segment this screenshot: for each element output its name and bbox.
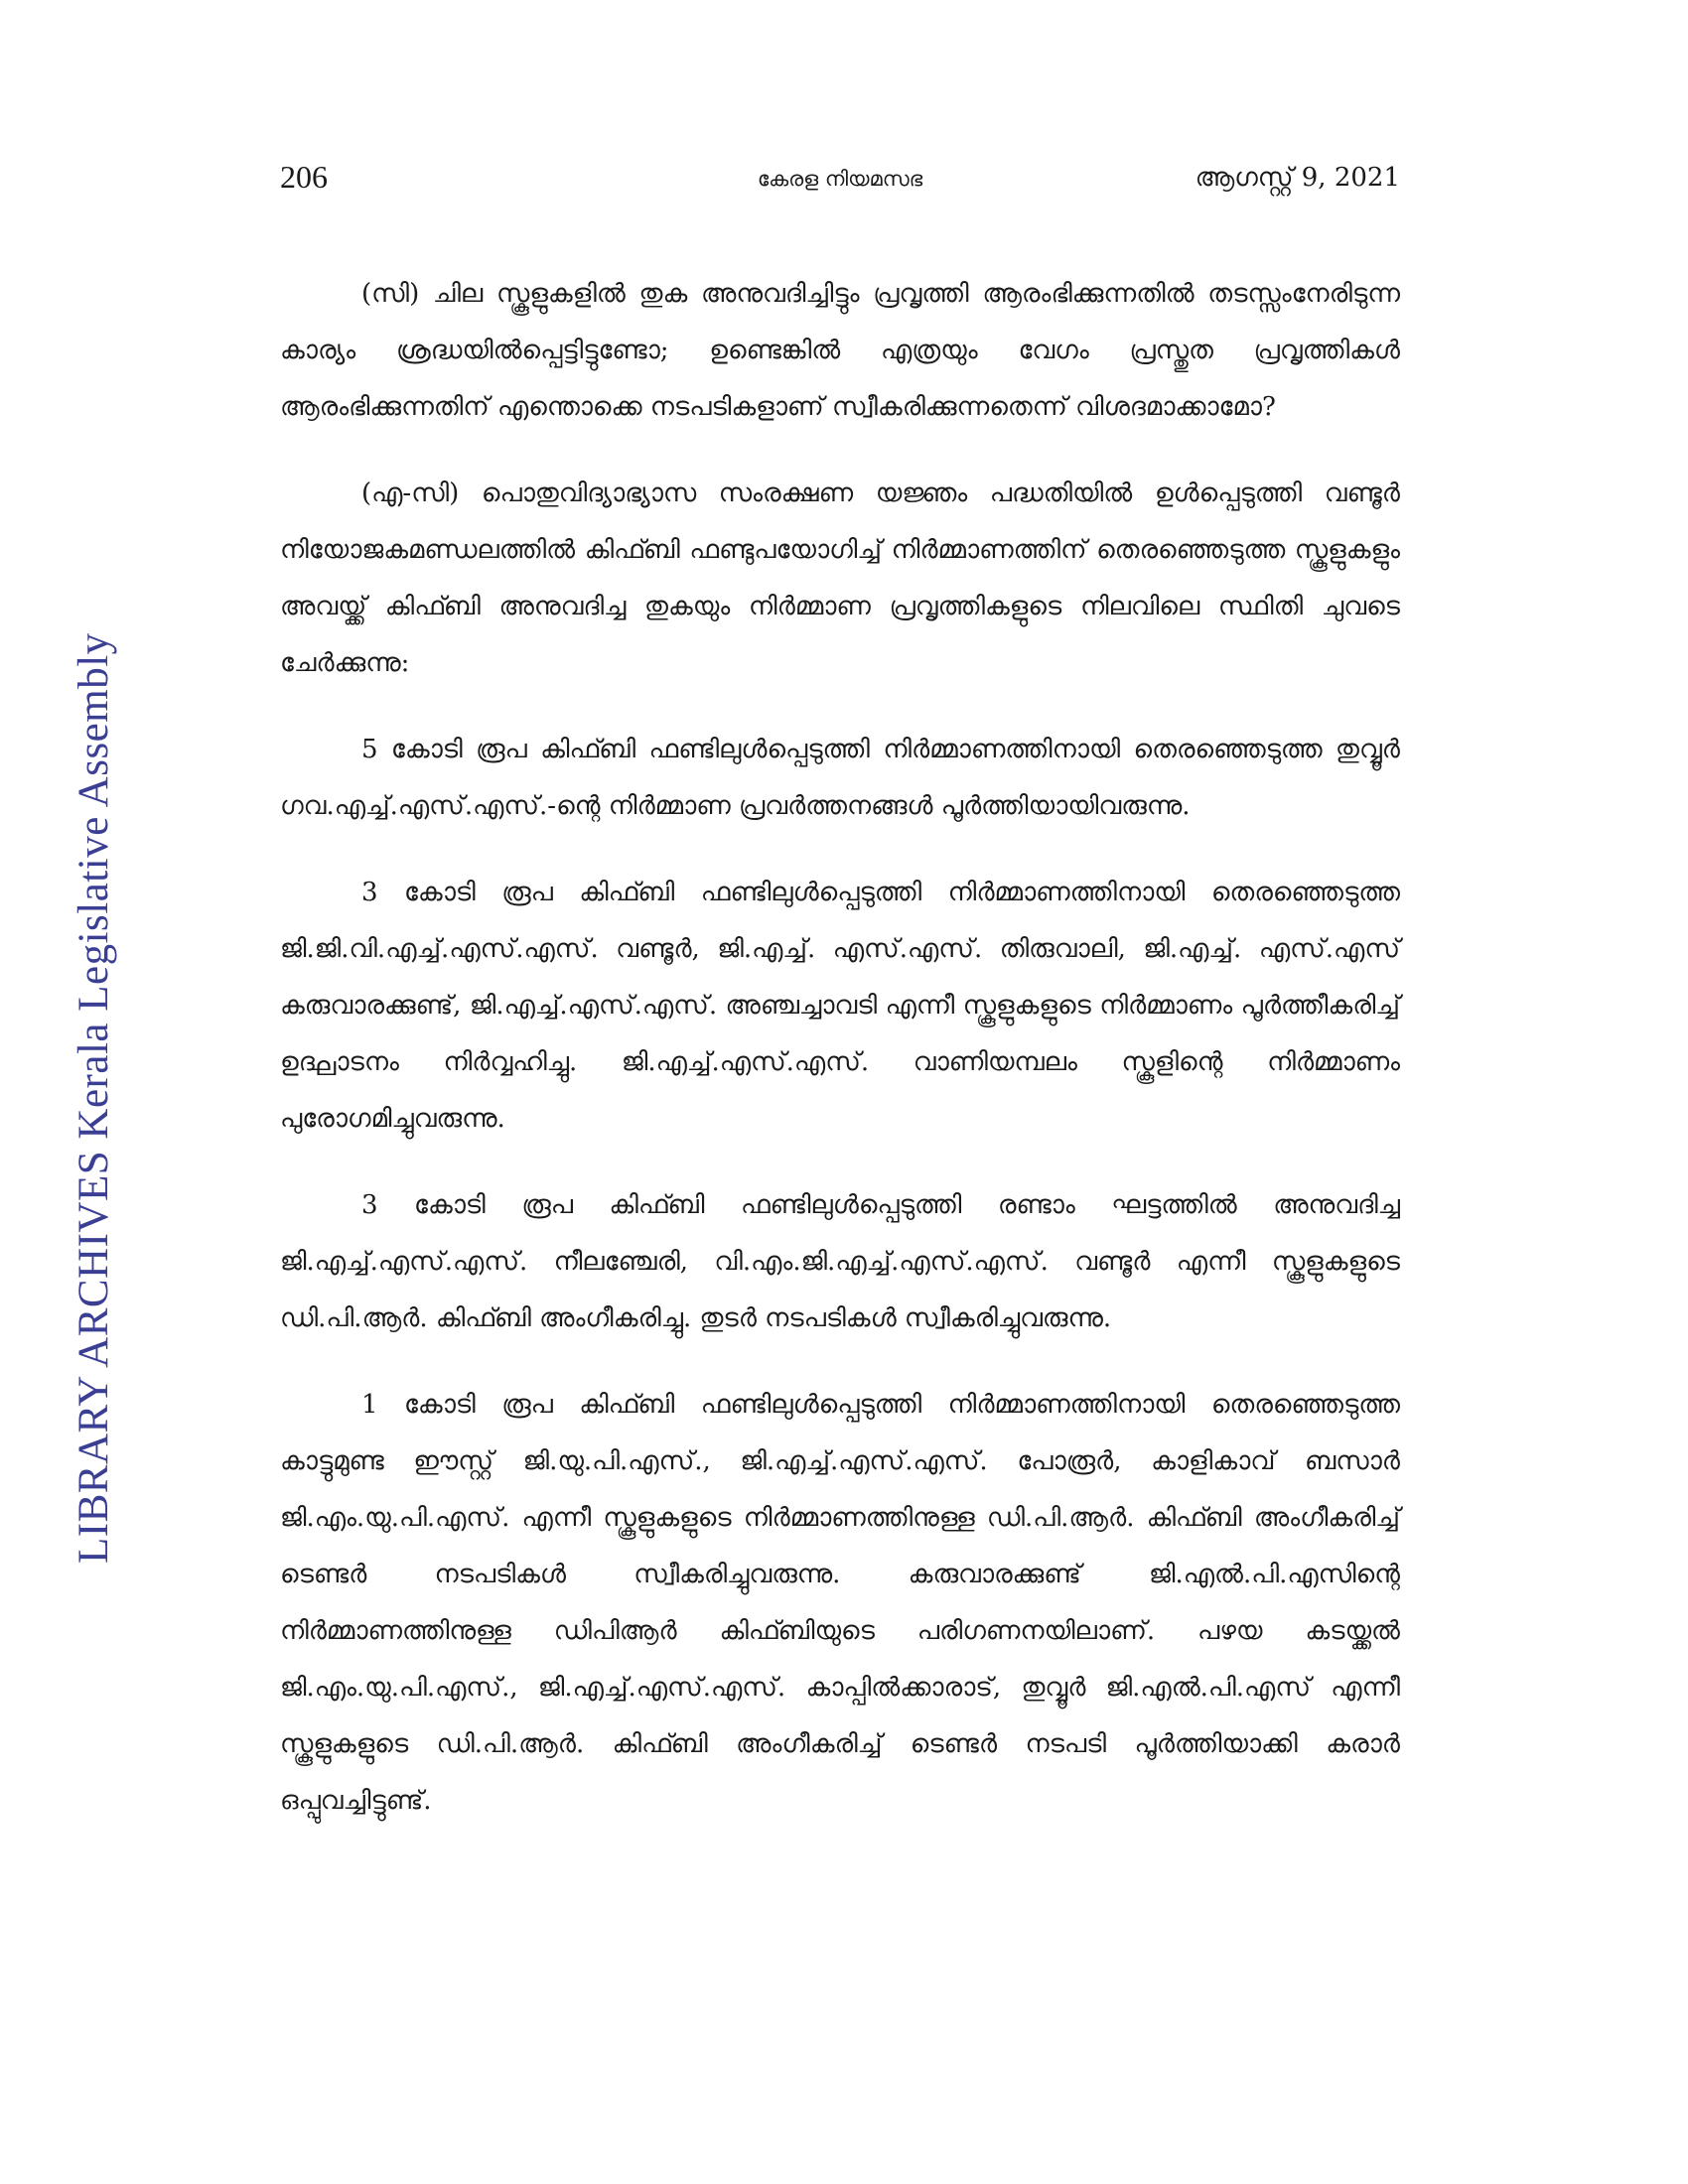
- paragraph-answer-a-c: (എ-സി) പൊതുവിദ്യാഭ്യാസ സംരക്ഷണ യജ്ഞം പദ്ധതിയിൽ ഉൾപ്പെടുത്തി വണ്ടൂർ നിയോജകമണ്ഡലത്തിൽ കിഫ്ബി ഫണ്ടുപയോഗിച്ച് നിർമ്മാണത്തിന് തെരഞ്ഞെടുത്ത സ്കൂളുകളും അവയ്ക്ക് കിഫ്ബി അനുവദിച്ച തുകയും നിർമ്മാണ പ്രവൃത്തികളുടെ നിലവിലെ സ്ഥിതി ചുവടെ ചേർക്കുന്നു:: [280, 478, 1400, 678]
- paragraph-3-crore-phase-2: 3 കോടി രൂപ കിഫ്ബി ഫണ്ടിലുൾപ്പെടുത്തി രണ്ടാം ഘട്ടത്തിൽ അനുവദിച്ച ജി.എച്ച്.എസ്.എസ്. നീലഞ്ചേരി, വി.എം.ജി.എച്ച്.എസ്.എസ്. വണ്ടൂർ എന്നീ സ്കൂളുകളുടെ ഡി.പി.ആർ. കിഫ്ബി അംഗീകരിച്ചു. തുടർ നടപടികൾ സ്വീകരിച്ചുവരുന്നു.: [280, 1190, 1400, 1333]
- paragraph-1-crore: 1 കോടി രൂപ കിഫ്ബി ഫണ്ടിലുൾപ്പെടുത്തി നിർമ്മാണത്തിനായി തെരഞ്ഞെടുത്ത കാട്ടുമുണ്ട ഈസ്റ്റ് ജി.യു.പി.എസ്., ജി.എച്ച്.എസ്.എസ്. പോരൂർ, കാളികാവ് ബസാർ ജി.എം.യു.പി.എസ്. എന്നീ സ്കൂളുകളുടെ നിർമ്മാണത്തിനുള്ള ഡി.പി.ആർ. കിഫ്ബി അംഗീകരിച്ച് ടെണ്ടർ നടപടികൾ സ്വീകരിച്ചുവരുന്നു. കരുവാരക്കുണ്ട് ജി.എൽ.പി.എസിന്റെ നിർമ്മാണത്തിനുള്ള ഡിപിആർ കിഫ്ബിയുടെ പരിഗണനയിലാണ്. പഴയ കടയ്ക്കൽ ജി.എം.യു.പി.എസ്., ജി.എച്ച്.എസ്.എസ്. കാപ്പിൽക്കാരാട്, തുവ്വൂർ ജി.എൽ.പി.എസ് എന്നീ സ്കൂളുകളുടെ ഡി.പി.ആർ. കിഫ്ബി അംഗീകരിച്ച് ടെണ്ടർ നടപടി പൂർത്തിയാക്കി കരാർ ഒപ്പുവച്ചിട്ടുണ്ട്.: [280, 1390, 1400, 1816]
- paragraph-5-crore: 5 കോടി രൂപ കിഫ്ബി ഫണ്ടിലുൾപ്പെടുത്തി നിർമ്മാണത്തിനായി തെരഞ്ഞെടുത്ത തുവ്വൂർ ഗവ.എച്ച്.എസ്.എസ്.-ന്റെ നിർമ്മാണ പ്രവർത്തനങ്ങൾ പൂർത്തിയായിവരുന്നു.: [280, 735, 1400, 821]
- page-header: [280, 159, 1400, 208]
- header-date: ആഗസ്റ്റ് 9, 2021: [1195, 163, 1400, 193]
- page-number: 206: [280, 159, 328, 195]
- document-body: [280, 266, 1400, 1859]
- archive-watermark: LIBRARY ARCHIVES Kerala Legislative Assembly: [70, 632, 117, 1564]
- running-title: കേരള നിയമസഭ: [757, 167, 923, 191]
- paragraph-question-c: (സി) ചില സ്കൂളുകളിൽ തുക അനുവദിച്ചിട്ടും പ്രവൃത്തി ആരംഭിക്കുന്നതിൽ തടസ്സംനേരിടുന്ന കാര്യം ശ്രദ്ധയിൽപ്പെട്ടിട്ടുണ്ടോ; ഉണ്ടെങ്കിൽ എത്രയും വേഗം പ്രസ്തുത പ്രവൃത്തികൾ ആരംഭിക്കുന്നതിന് എന്തൊക്കെ നടപടികളാണ് സ്വീകരിക്കുന്നതെന്ന് വിശദമാക്കാമോ?: [280, 279, 1400, 422]
- paragraph-3-crore: 3 കോടി രൂപ കിഫ്ബി ഫണ്ടിലുൾപ്പെടുത്തി നിർമ്മാണത്തിനായി തെരഞ്ഞെടുത്ത ജി.ജി.വി.എച്ച്.എസ്.എസ്. വണ്ടൂർ, ജി.എച്ച്. എസ്.എസ്. തിരുവാലി, ജി.എച്ച്. എസ്.എസ് കരുവാരക്കുണ്ട്, ജി.എച്ച്.എസ്.എസ്. അഞ്ചച്ചാവടി എന്നീ സ്കൂളുകളുടെ നിർമ്മാണം പൂർത്തീകരിച്ച് ഉദ്ഘാടനം നിർവ്വഹിച്ചു. ജി.എച്ച്.എസ്.എസ്. വാണിയമ്പലം സ്കൂളിന്റെ നിർമ്മാണം പുരോഗമിച്ചുവരുന്നു.: [280, 878, 1400, 1134]
